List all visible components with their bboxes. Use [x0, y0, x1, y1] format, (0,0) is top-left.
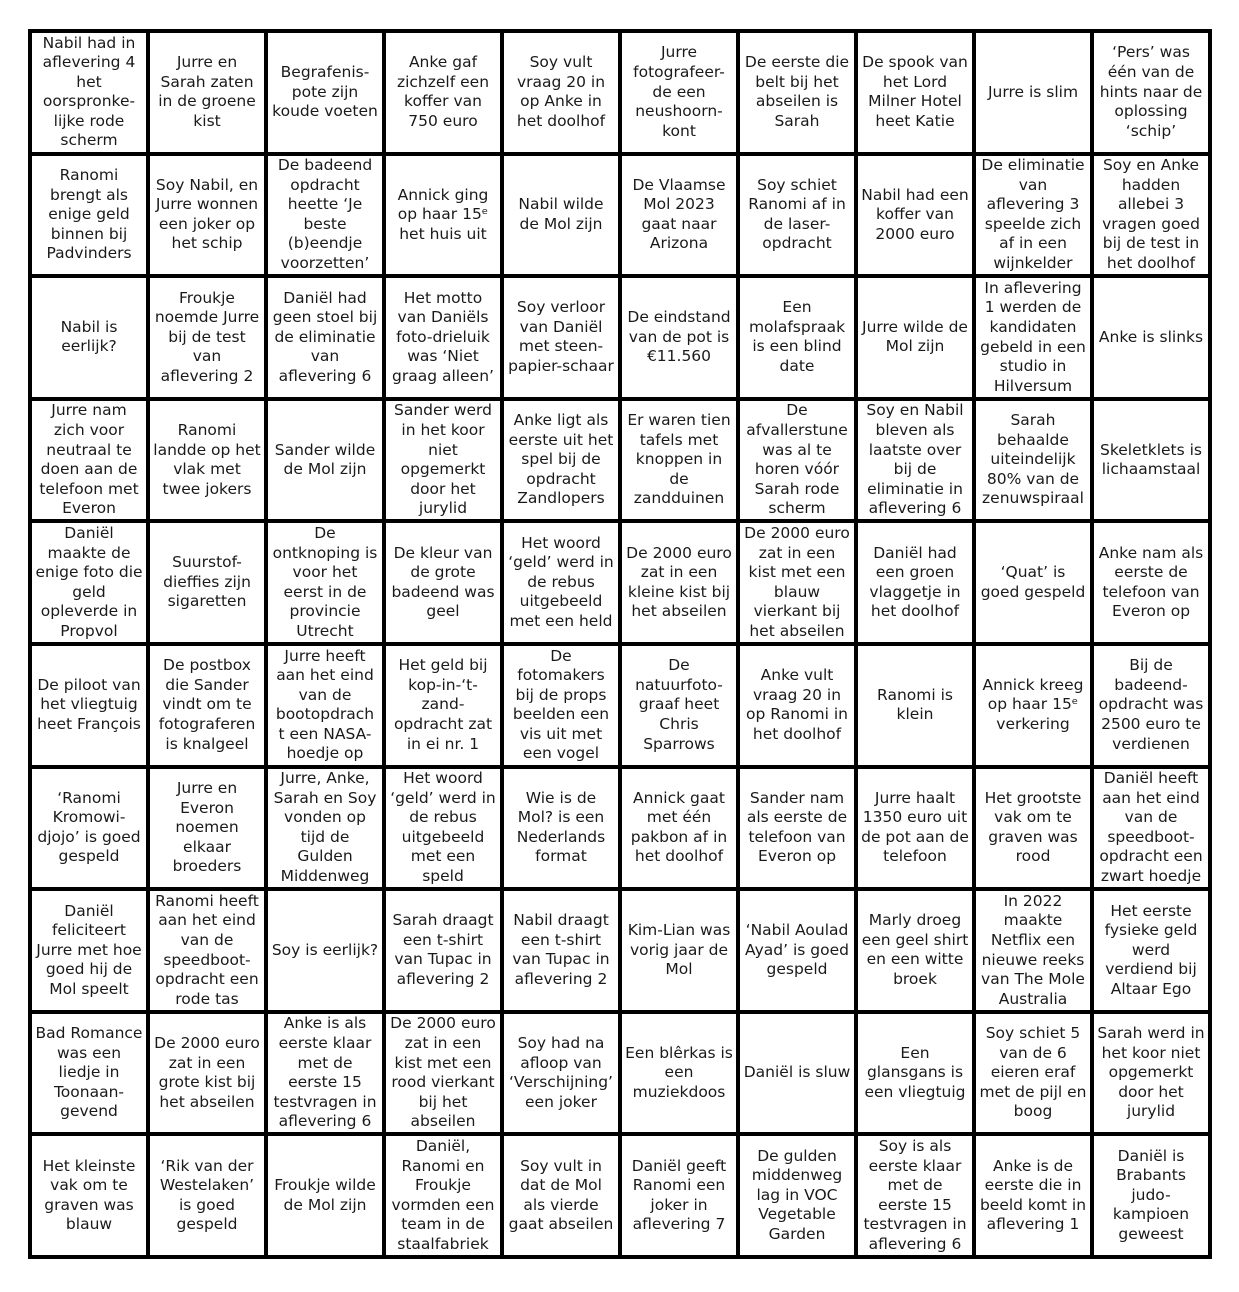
bingo-cell-text: ‘Ranomi Kromowi-djojo’ is goed gespeld	[37, 788, 141, 866]
bingo-cell	[622, 156, 740, 279]
bingo-cell-text: Nabil draagt een t-shirt van Tupac in aflevering 2	[512, 911, 610, 989]
bingo-cell-text: Anke ligt als eerste uit het spel bij de opdracht Zandlopers	[508, 411, 614, 508]
bingo-cell-text: Anke is als eerste klaar met de eerste 15 testvragen in aflevering 6	[273, 1014, 377, 1131]
bingo-cell-text: ‘Quat’ is goed gespeld	[980, 563, 1086, 601]
bingo-cell	[1094, 401, 1212, 524]
bingo-cell-text: De eliminatie van aflevering 3 speelde zich af in een wijnkelder	[981, 156, 1085, 273]
bingo-cell-text: De eerste die belt bij het abseilen is Sarah	[744, 53, 850, 130]
bingo-cell	[976, 646, 1094, 769]
bingo-cell-text: Anke nam als eerste de telefoon van Everon op	[1098, 543, 1204, 621]
bingo-cell-text: Froukje noemde Jurre bij de test van aflevering 2	[154, 288, 260, 385]
bingo-cell	[740, 1136, 858, 1259]
bingo-cell-text: Annick gaat met één pakbon af in het doolhof	[630, 788, 728, 866]
bingo-cell-text: De 2000 euro zat in een grote kist bij het abseilen	[154, 1033, 260, 1111]
bingo-cell-text: Een glansgans is een vliegtuig	[864, 1043, 966, 1101]
bingo-cell	[32, 1136, 150, 1259]
bingo-cell-text: Nabil had een koffer van 2000 euro	[861, 185, 969, 243]
bingo-cell	[32, 401, 150, 524]
bingo-cell-text: Bij de badeend-opdracht was 2500 euro te verdienen	[1098, 656, 1204, 753]
bingo-cell	[622, 278, 740, 401]
bingo-cell-text: Kim-Lian was vorig jaar de Mol	[627, 921, 731, 979]
bingo-cell-text: De fotomakers bij de props beelden een vis uit met een vogel	[512, 646, 610, 763]
bingo-cell	[150, 1136, 268, 1259]
bingo-cell	[386, 401, 504, 524]
bingo-cell-text: Het kleinste vak om te graven was blauw	[42, 1156, 136, 1234]
bingo-cell	[1094, 891, 1212, 1014]
bingo-cell	[268, 646, 386, 769]
bingo-cell-text: Jurre en Everon noemen elkaar broeders	[172, 778, 242, 876]
bingo-cell-text: Soy had na afloop van ‘Verschijning’ een joker	[509, 1033, 613, 1111]
bingo-cell-text: Soy vult vraag 20 in op Anke in het doolhof	[516, 53, 606, 130]
bingo-cell	[740, 156, 858, 279]
bingo-cell	[740, 33, 858, 156]
bingo-cell-text: Er waren tien tafels met knoppen in de zandduinen	[627, 411, 731, 508]
bingo-cell	[858, 33, 976, 156]
bingo-cell	[976, 769, 1094, 892]
bingo-cell	[1094, 156, 1212, 279]
bingo-cell	[150, 33, 268, 156]
bingo-cell-text: Annick kreeg op haar 15ᵉ verkering	[982, 675, 1084, 734]
bingo-cell	[740, 1014, 858, 1137]
bingo-cell-text: Soy schiet 5 van de 6 eieren eraf met de pijl en boog	[979, 1024, 1087, 1121]
bingo-cell-text: In 2022 maakte Netflix een nieuwe reeks van The Mole Australia	[981, 891, 1085, 1008]
bingo-cell-text: Begrafenis-pote zijn koude voeten	[272, 62, 378, 121]
bingo-cell-text: Nabil wilde de Mol zijn	[518, 195, 604, 233]
bingo-cell	[268, 1136, 386, 1259]
bingo-cell-text: Het grootste vak om te graven was rood	[984, 788, 1082, 866]
bingo-cell	[386, 769, 504, 892]
bingo-cell	[32, 891, 150, 1014]
bingo-cell	[622, 33, 740, 156]
bingo-cell	[32, 1014, 150, 1137]
bingo-cell	[622, 646, 740, 769]
bingo-cell-text: Ranomi brengt als enige geld binnen bij Padvinders	[46, 165, 132, 263]
bingo-cell-text: Een blêrkas is een muziekdoos	[625, 1043, 733, 1101]
bingo-cell	[976, 523, 1094, 646]
bingo-cell-text: Jurre wilde de Mol zijn	[862, 317, 968, 356]
bingo-cell-text: De Vlaamse Mol 2023 gaat naar Arizona	[632, 175, 726, 253]
bingo-cell-text: Nabil had in aflevering 4 het oorspronke-lijke rode scherm	[42, 33, 136, 150]
bingo-cell	[740, 523, 858, 646]
bingo-cell	[504, 891, 622, 1014]
bingo-cell-text: Een molafspraak is een blind date	[748, 298, 846, 376]
bingo-cell-text: Soy verloor van Daniël met steen-papier-schaar	[508, 298, 614, 376]
bingo-cell	[268, 278, 386, 401]
bingo-cell	[504, 401, 622, 524]
bingo-cell	[622, 769, 740, 892]
bingo-cell	[32, 646, 150, 769]
bingo-cell	[1094, 33, 1212, 156]
bingo-cell-text: Sander wilde de Mol zijn	[274, 440, 376, 479]
bingo-cell-text: Soy vult in dat de Mol als vierde gaat abseilen	[508, 1156, 614, 1234]
bingo-cell-text: Soy is als eerste klaar met de eerste 15 testvragen in aflevering 6	[863, 1136, 967, 1253]
bingo-cell	[504, 523, 622, 646]
bingo-cell	[150, 523, 268, 646]
bingo-cell-text: Daniël had een groen vlaggetje in het doolhof	[869, 543, 961, 621]
bingo-cell-text: De spook van het Lord Milner Hotel heet Katie	[862, 53, 968, 130]
bingo-cell	[150, 646, 268, 769]
bingo-cell	[268, 401, 386, 524]
bingo-cell	[268, 769, 386, 892]
bingo-cell	[386, 33, 504, 156]
bingo-cell-text: De 2000 euro zat in een kist met een blauw vierkant bij het abseilen	[744, 523, 850, 640]
bingo-cell	[386, 1014, 504, 1137]
bingo-cell-text: Nabil is eerlijk?	[60, 317, 118, 356]
bingo-cell-text: Het motto van Daniëls foto-drieluik was ‘Niet graag alleen’	[392, 288, 494, 385]
bingo-cell-text: Het woord ‘geld’ werd in de rebus uitgebeeld met een speld	[390, 769, 496, 886]
bingo-cell	[150, 769, 268, 892]
bingo-cell	[740, 646, 858, 769]
bingo-cell	[32, 156, 150, 279]
bingo-cell	[32, 278, 150, 401]
bingo-cell	[622, 523, 740, 646]
bingo-cell	[858, 1014, 976, 1137]
bingo-cell	[622, 401, 740, 524]
bingo-cell-text: Jurre haalt 1350 euro uit de pot aan de telefoon	[861, 788, 969, 866]
bingo-cell-text: De kleur van de grote badeend was geel	[391, 543, 495, 621]
bingo-cell-text: De 2000 euro zat in een kist met een rood vierkant bij het abseilen	[390, 1014, 496, 1131]
bingo-cell-text: Anke is de eerste die in beeld komt in aflevering 1	[979, 1156, 1087, 1234]
bingo-cell-text: Daniël is Brabants judo-kampioen geweest	[1112, 1146, 1190, 1244]
bingo-cell-text: Anke is slinks	[1098, 327, 1204, 346]
bingo-cell	[858, 769, 976, 892]
bingo-cell	[150, 891, 268, 1014]
bingo-cell	[32, 523, 150, 646]
bingo-cell-text: Het geld bij kop-in-‘t-zand-opdracht zat in ei nr. 1	[393, 656, 493, 753]
bingo-cell-text: Froukje wilde de Mol zijn	[274, 1176, 376, 1214]
bingo-cell	[622, 1014, 740, 1137]
bingo-cell-text: Soy is eerlijk?	[271, 940, 379, 959]
bingo-cell-text: Jurre nam zich voor neutraal te doen aan de telefoon met Everon	[39, 401, 139, 518]
bingo-cell-text: Ranomi heeft aan het eind van de speedboot-opdracht een rode tas	[155, 891, 259, 1008]
bingo-cell-text: Wie is de Mol? is een Nederlands format	[516, 788, 606, 866]
bingo-cell-text: Anke gaf zichzelf een koffer van 750 euro	[396, 53, 490, 130]
bingo-cell-text: De natuurfoto-graaf heet Chris Sparrows	[635, 656, 723, 753]
bingo-cell	[268, 1014, 386, 1137]
bingo-cell-text: De piloot van het vliegtuig heet François	[37, 675, 141, 734]
bingo-cell	[976, 1014, 1094, 1137]
bingo-cell	[858, 278, 976, 401]
bingo-cell-text: Daniël maakte de enige foto die geld opleverde in Propvol	[35, 523, 143, 640]
bingo-cell-text: Daniël feliciteert Jurre met hoe goed hij de Mol speelt	[36, 901, 142, 998]
bingo-cell-text: In aflevering 1 werden de kandidaten gebeld in een studio in Hilversum	[980, 278, 1086, 395]
bingo-cell-text: Soy en Nabil bleven als laatste over bij de eliminatie in aflevering 6	[866, 401, 964, 518]
bingo-cell-text: Het woord ‘geld’ werd in de rebus uitgebeeld met een held	[508, 533, 614, 631]
bingo-cell-text: Sarah werd in het koor niet opgemerkt door het jurylid	[1097, 1024, 1205, 1121]
bingo-cell	[504, 156, 622, 279]
bingo-cell-text: De badeend opdracht heette ‘Je beste (b)eendje voorzetten’	[277, 156, 373, 273]
bingo-cell	[150, 278, 268, 401]
bingo-cell	[150, 1014, 268, 1137]
bingo-cell-text: Soy en Anke hadden allebei 3 vragen goed bij de test in het doolhof	[1102, 156, 1200, 273]
bingo-cell	[268, 156, 386, 279]
bingo-cell-text: Marly droeg een geel shirt en een witte broek	[861, 911, 969, 989]
bingo-cell	[1094, 769, 1212, 892]
bingo-cell-text: Daniël is sluw	[743, 1063, 851, 1082]
bingo-cell-text: Jurre en Sarah zaten in de groene kist	[158, 53, 256, 130]
bingo-cell-text: Sarah behaalde uiteindelijk 80% van de zenuwspiraal	[982, 411, 1084, 508]
bingo-cell	[386, 523, 504, 646]
bingo-cell-text: Daniël geeft Ranomi een joker in aflevering 7	[631, 1156, 727, 1234]
bingo-cell-text: Sarah draagt een t-shirt van Tupac in aflevering 2	[392, 911, 494, 989]
bingo-cell	[150, 156, 268, 279]
bingo-cell	[1094, 278, 1212, 401]
bingo-cell-text: Jurre heeft aan het eind van de bootopdrach t een NASA-hoedje op	[275, 646, 375, 763]
bingo-cell	[858, 1136, 976, 1259]
bingo-cell	[32, 769, 150, 892]
bingo-cell	[976, 278, 1094, 401]
bingo-cell-text: Jurre, Anke, Sarah en Soy vonden op tijd de Gulden Middenweg	[273, 769, 377, 886]
bingo-cell	[740, 769, 858, 892]
bingo-cell	[386, 891, 504, 1014]
bingo-cell	[386, 1136, 504, 1259]
bingo-cell	[622, 891, 740, 1014]
bingo-cell-text: Bad Romance was een liedje in Toonaan-gevend	[35, 1024, 143, 1121]
bingo-cell	[504, 769, 622, 892]
bingo-cell-text: De postbox die Sander vindt om te fotograferen is knalgeel	[158, 656, 256, 753]
bingo-cell	[1094, 646, 1212, 769]
bingo-cell	[976, 156, 1094, 279]
bingo-cell	[268, 891, 386, 1014]
bingo-cell	[1094, 1014, 1212, 1137]
bingo-cell	[268, 33, 386, 156]
bingo-cell	[504, 33, 622, 156]
bingo-cell	[1094, 523, 1212, 646]
bingo-cell	[622, 1136, 740, 1259]
bingo-cell	[386, 646, 504, 769]
bingo-cell-text: De 2000 euro zat in een kleine kist bij het abseilen	[626, 543, 732, 621]
bingo-cell	[386, 278, 504, 401]
bingo-cell-text: Sander nam als eerste de telefoon van Everon op	[746, 788, 848, 866]
bingo-cell	[858, 646, 976, 769]
bingo-cell-text: Ranomi is klein	[877, 685, 953, 724]
bingo-cell	[858, 523, 976, 646]
bingo-cell	[976, 1136, 1094, 1259]
bingo-cell-text: ‘Nabil Aoulad Ayad’ is goed gespeld	[745, 921, 849, 979]
bingo-cell-text: Annick ging op haar 15ᵉ het huis uit	[397, 185, 489, 243]
bingo-cell-text: Het eerste fysieke geld werd verdiend bij Altaar Ego	[1104, 901, 1198, 998]
bingo-cell	[32, 33, 150, 156]
bingo-cell	[268, 523, 386, 646]
bingo-cell	[976, 891, 1094, 1014]
bingo-cell	[858, 891, 976, 1014]
bingo-cell-text: De eindstand van de pot is €11.560	[627, 308, 731, 366]
bingo-cell	[740, 401, 858, 524]
bingo-cell	[386, 156, 504, 279]
bingo-cell	[858, 401, 976, 524]
bingo-cell-text: Anke vult vraag 20 in op Ranomi in het doolhof	[746, 666, 848, 743]
bingo-cell-text: Daniël, Ranomi en Froukje vormden een team in de staalfabriek	[391, 1136, 495, 1253]
bingo-cell	[976, 401, 1094, 524]
bingo-cell-text: Daniël heeft aan het eind van de speedboot-opdracht een zwart hoedje	[1099, 769, 1203, 886]
bingo-cell	[150, 401, 268, 524]
bingo-cell-text: Suurstof-dieffies zijn sigaretten	[163, 553, 251, 611]
bingo-cell-text: Jurre fotografeer-de een neushoorn-kont	[633, 43, 725, 140]
bingo-cell-text: Jurre is slim	[987, 82, 1079, 101]
bingo-cell-text: ‘Pers’ was één van de hints naar de oplossing ‘schip’	[1099, 43, 1203, 140]
bingo-cell-text: Daniël had geen stoel bij de eliminatie van aflevering 6	[272, 288, 378, 385]
bingo-cell	[504, 278, 622, 401]
bingo-cell-text: De gulden middenweg lag in VOC Vegetable Garden	[751, 1146, 843, 1244]
bingo-cell-text: Skeletklets is lichaamstaal	[1100, 440, 1202, 479]
bingo-cell	[504, 646, 622, 769]
bingo-cell	[740, 891, 858, 1014]
bingo-cell-text: Ranomi landde op het vlak met twee jokers	[153, 420, 261, 498]
bingo-cell-text: Soy schiet Ranomi af in de laser-opdracht	[748, 175, 846, 253]
bingo-grid	[28, 29, 1212, 1259]
bingo-cell-text: Soy Nabil, en Jurre wonnen een joker op het schip	[155, 175, 259, 253]
bingo-cell	[504, 1014, 622, 1137]
bingo-cell-text: Sander werd in het koor niet opgemerkt door het jurylid	[394, 401, 492, 518]
bingo-cell	[858, 156, 976, 279]
bingo-cell-text: ‘Rik van der Westelaken’ is goed gespeld	[159, 1156, 255, 1234]
bingo-cell	[740, 278, 858, 401]
bingo-cell-text: De ontknoping is voor het eerst in de provincie Utrecht	[272, 523, 378, 640]
bingo-cell	[504, 1136, 622, 1259]
bingo-cell	[976, 33, 1094, 156]
bingo-cell-text: De afvallerstune was al te horen vóór Sarah rode scherm	[746, 401, 848, 518]
bingo-cell	[1094, 1136, 1212, 1259]
